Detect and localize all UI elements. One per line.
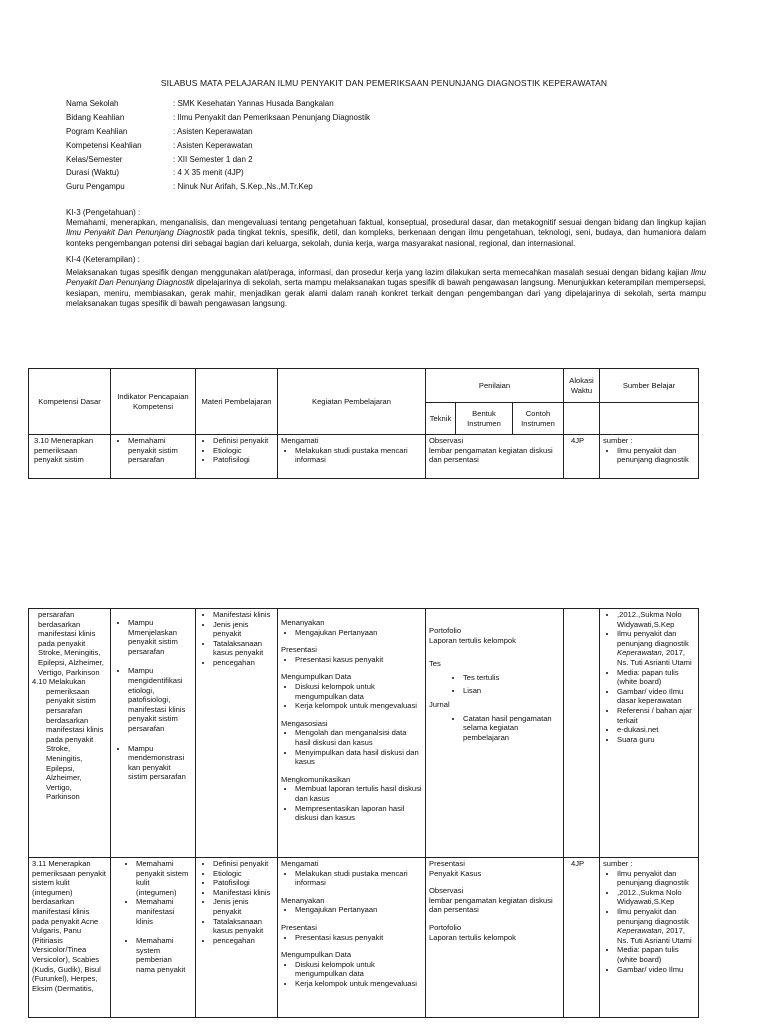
row1-alokasi: 4JP <box>564 435 600 479</box>
header-penilaian: Penilaian <box>426 369 564 403</box>
syllabus-table-top <box>28 368 699 479</box>
row3-kd: 3.11 Menerapkan pemeriksaan penyakit sistem kulit (integumen) berdasarkan manifestasi klinis pada penyakit Acne Vulgaris, Panu (Pitiriasis Versicolor/Tinea Versicolor), Scabies (Kudis, Gudik), Bisul (Furunkel), Herpes, Eksim (Dermatitis, <box>29 858 111 1018</box>
row3-penilaian: Presentasi Penyakit Kasus Observasi lembar pengamatan kegiatan diskusi dan persentasi Portofolio Laporan tertulis kelompok <box>426 858 564 1018</box>
header-kompetensi-dasar: Kompetensi Dasar <box>29 369 111 435</box>
ki4-text: Melaksanakan tugas spesifik dengan menggunakan alat/peraga, informasi, dan prosedur kerja yang lazim dilakukan serta memecahkan masalah sesuai dengan bidang kajian Ilmu Penyakit Dan Penunjang Diagnostik dipelajarinya di sekolah, serta mampu melaksanakan tugas spesifik di bawah pengawasan langsung. Menunjukkan keterampilan mempersepsi, kesiapan, meniru, membiasakan, gerak mahir, menjadikan gerak alami dalam ranah konkret terkait dengan pengembangan dari yang dipelajarinya di sekolah, serta mampu melaksanakan tugas spesifik di bawah pengawasan langsung. <box>66 268 706 308</box>
row2-ipk: • Mampu Mmenjelaskan penyakit sistim persarafan • Mampu mengidentifikasi etiologi, patofisiologi, manifestasi klinis penyakit sistim persarafan • Mampu mendemonstrasi kan penyakit sistim persarafan <box>111 609 196 858</box>
row2-sumber: • ,2012.,Sukma Nolo Widyawati,S.Kep • Ilmu penyakit dan penunjang diagnostik Keperawatan, 2017, Ns. Tuti Asrianti Utami • Media: papan tulis (white board) • Gambar/ video Ilmu dasar keperawatan • Referensi / bahan ajar terkait • e-dukasi.net • Suara guru <box>600 609 699 858</box>
row1-penilaian: Observasi lembar pengamatan kegiatan diskusi dan persentasi <box>426 435 564 479</box>
syllabus-table-bottom <box>28 608 699 1018</box>
page-title: SILABUS MATA PELAJARAN ILMU PENYAKIT DAN PEMERIKSAAN PENUNJANG DIAGNOSTIK KEPERAWATAN <box>160 78 608 88</box>
info-bidang-keahlian: Bidang Keahlian : Ilmu Penyakit dan Pemeriksaan Penunjang Diagnostik <box>66 113 370 122</box>
info-nama-sekolah: Nama Sekolah : SMK Kesehatan Yannas Husada Bangkalan <box>66 99 334 108</box>
row3-kegiatan: Mengamati • Melakukan studi pustaka mencari informasi Menanyakan • Mengajukan Pertanyaan Presentasi • Presentasi kasus penyakit Mengumpulkan Data • Diskusi kelompok untuk mengumpulkan data • Kerja kelompok untuk mengevaluasi <box>278 858 426 1018</box>
row3-ipk: • Memahami penyakit sistem kulit (integumen) • Memahami manifestasi klinis • Memahami system pemberian nama penyakit <box>111 858 196 1018</box>
header-alokasi: Alokasi Waktu <box>564 369 600 403</box>
header-indikator: Indikator Pencapaian Kompetensi <box>111 369 196 435</box>
row3-alokasi: 4JP <box>564 858 600 1018</box>
row2-kegiatan: Menanyakan • Mengajukan Pertanyaan Presentasi • Presentasi kasus penyakit Mengumpulkan Data • Diskusi kelompok untuk mengumpulkan data • Kerja kelompok untuk mengevaluasi Mengasosiasi • Mengolah dan menganalsisi data hasil diskusi dan kasus • Menyimpulkan data hasil diskusi dan kasus Mengkomunikasikan • Membuat laporan tertulis hasil diskusi dan kasus • Mempresentasikan laporan hasil diskusi dan kasus <box>278 609 426 858</box>
ki3-text: Memahami, menerapkan, menganalisis, dan mengevaluasi tentang pengetahuan faktual, konseptual, prosedural dasar, dan metakognitif sesuai dengan bidang dan lingkup kajian Ilmu Penyakit Dan Penunjang Diagnostik pada tingkat teknis, spesifik, detil, dan kompleks, berkenaan dengan ilmu pengetahuan, teknologi, seni, budaya, dan humaniora dalam konteks pengembangan potensi diri sebagai bagian dari keluarga, sekolah, dunia kerja, warga masyarakat nasional, regional, dan internasional. <box>66 218 706 248</box>
info-kelas-semester: Kelas/Semester : XII Semester 1 dan 2 <box>66 155 253 164</box>
row2-materi: • Manifestasi klinis • Jenis jenis penyakit • Tatalaksanaan kasus penyakit • pencegahan <box>196 609 278 858</box>
row1-materi: • Definisi penyakit • Etiologic • Patofisilogi <box>196 435 278 479</box>
info-program-keahlian: Pogram Keahlian : Asisten Keperawatan <box>66 127 253 136</box>
header-sumber: Sumber Belajar <box>600 369 699 403</box>
row3-sumber: sumber : • Ilmu penyakit dan penunjang diagnostik • ,2012.,Sukma Nolo Widyawati,S.Kep • Ilmu penyakit dan penunjang diagnostik Keperawatan, 2017, Ns. Tuti Asrianti Utami • Media: papan tulis (white board) • Gambar/ video Ilmu <box>600 858 699 1018</box>
info-kompetensi-keahlian: Kompetensi Keahlian : Asisten Keperawatan <box>66 141 253 150</box>
row2-penilaian: Portofolio Laporan tertulis kelompok Tes • Tes tertulis • Lisan Jurnal • Catatan hasil pengamatan selama kegiatan pembelajaran <box>426 609 564 858</box>
info-guru-pengampu: Guru Pengampu : Ninuk Nur Arifah, S.Kep.,Ns.,M.Tr.Kep <box>66 182 313 191</box>
row1-kd: 3.10 Menerapkan pemeriksaan penyakit sistim <box>29 435 111 479</box>
row1-kegiatan: Mengamati • Melakukan studi pustaka mencari informasi <box>278 435 426 479</box>
header-teknik: Teknik <box>426 403 456 435</box>
header-bentuk: Bentuk Instrumen <box>456 403 513 435</box>
row1-ipk: • Memahami penyakit sistim persarafan <box>111 435 196 479</box>
row2-kd: persarafan berdasarkan manifestasi klinis pada penyakit Stroke, Meningitis, Epilepsi, Alzheimer, Vertigo, Parkinson 4.10 Melakukan pemeriksaan penyakit sistim persarafan berdasarkan manifestasi klinis pada penyakit Stroke, Meningitis, Epilepsi, Alzheimer, Vertigo, Parkinson <box>29 609 111 858</box>
row2-alokasi <box>564 609 600 858</box>
row3-materi: • Definisi penyakit • Etiologic • Patofisilogi • Manifestasi klinis • Jenis jenis penyakit • Tatalaksanaan kasus penyakit • pencegahan <box>196 858 278 1018</box>
header-kegiatan: Kegiatan Pembelajaran <box>278 369 426 435</box>
header-materi: Materi Pembelajaran <box>196 369 278 435</box>
header-contoh: Contoh Instrumen <box>513 403 564 435</box>
ki4-heading: KI-4 (Keterampilan) : <box>66 255 140 264</box>
info-durasi: Durasi (Waktu) : 4 X 35 menit (4JP) <box>66 168 244 177</box>
row1-sumber: sumber : • Ilmu penyakit dan penunjang diagnostik <box>600 435 699 479</box>
ki3-heading: KI-3 (Pengetahuan) : <box>66 208 141 217</box>
